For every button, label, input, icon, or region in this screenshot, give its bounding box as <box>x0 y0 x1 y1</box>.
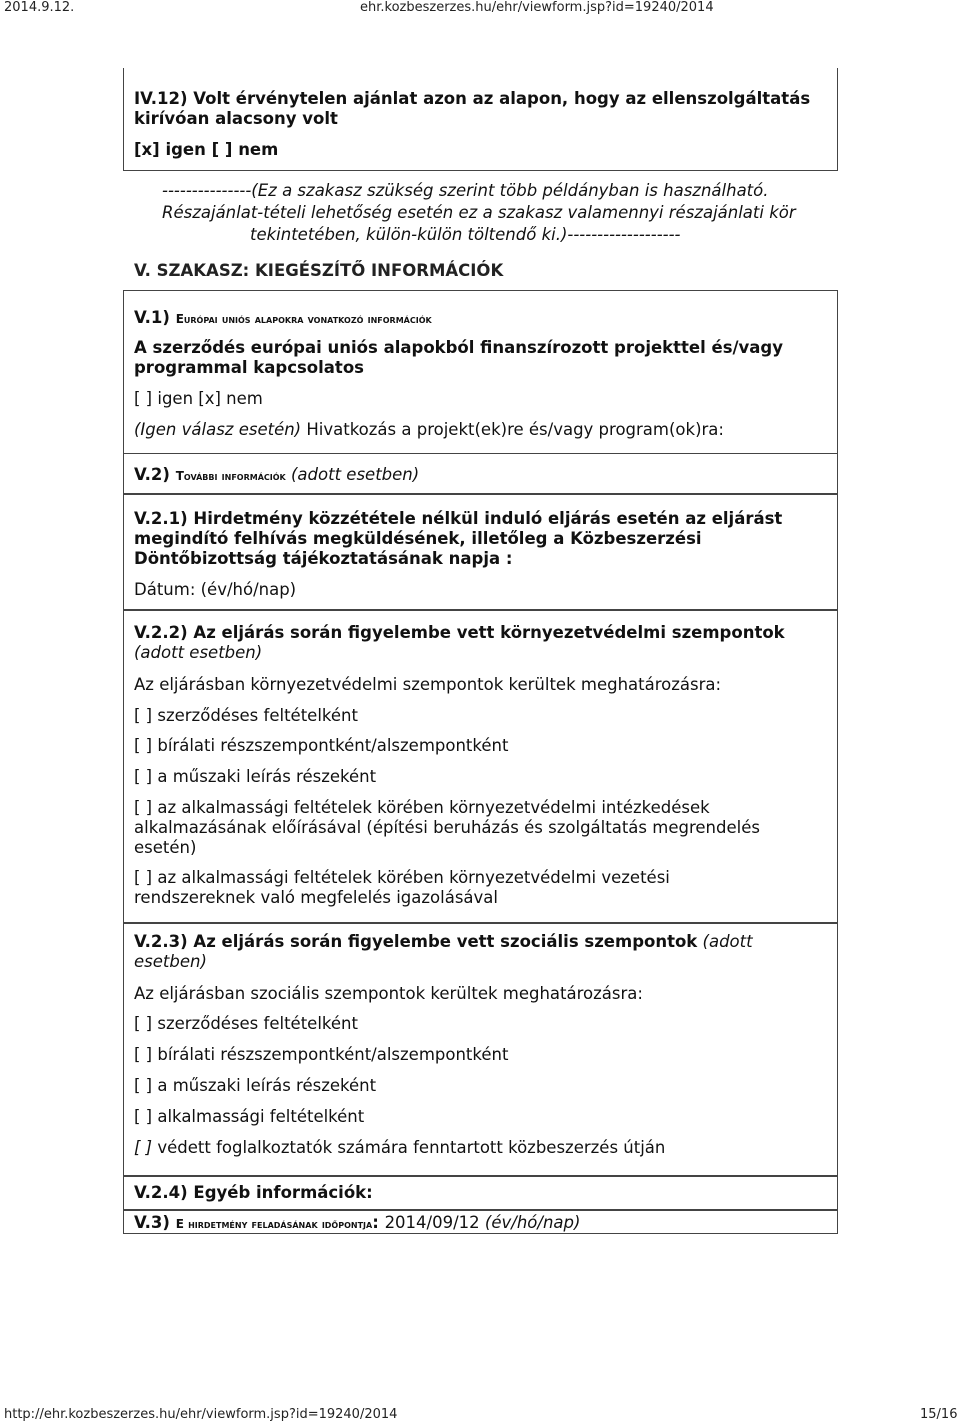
v1-reference <box>134 420 834 440</box>
v1-ref-italic: (Igen válasz esetén) <box>134 420 302 439</box>
v1-num: V.1) <box>134 308 176 327</box>
v22-option-3: [ ] a műszaki leírás részeként <box>134 767 377 786</box>
print-footer-url: http://ehr.kozbeszerzes.hu/ehr/viewform.jsp?id=19240/2014 <box>4 1407 398 1422</box>
iv12-answer: [x] igen [ ] nem <box>134 140 279 159</box>
v22-option-2: [ ] bírálati részszempontként/alszempontként <box>134 736 509 755</box>
v21-line3: Döntőbizottság tájékoztatásának napja : <box>134 549 513 568</box>
v22-option-4-line2: alkalmazásának előírásával (építési beruházás és szolgáltatás megrendelés <box>134 818 760 837</box>
v2-title: További információk <box>175 469 286 483</box>
print-title-url: ehr.kozbeszerzes.hu/ehr/viewform.jsp?id=19240/2014 <box>360 0 714 15</box>
v22-option-4-line3: esetén) <box>134 838 197 857</box>
page-number: 15/16 <box>920 1407 958 1422</box>
v22-title-suffix: (adott esetben) <box>134 643 263 662</box>
v3-num: V.3) <box>134 1213 176 1232</box>
print-date: 2014.9.12. <box>4 0 75 15</box>
iv12-title-line1: IV.12) Volt érvénytelen ajánlat azon az alapon, hogy az ellenszolgáltatás <box>134 89 811 108</box>
v23-title-line2: esetben) <box>134 952 207 971</box>
v22-intro: Az eljárásban környezetvédelmi szempontok kerültek meghatározásra: <box>134 675 722 694</box>
v22-option-5-line1: [ ] az alkalmassági feltételek körében környezetvédelmi vezetési <box>134 868 670 887</box>
v22-title: V.2.2) Az eljárás során figyelembe vett környezetvédelmi szempontok <box>134 623 785 642</box>
v1-divider <box>123 453 838 454</box>
v22-option-5-line2: rendszereknek való megfelelés igazolásával <box>134 888 499 907</box>
v1-title: Európai uniós alapokra vonatkozó információk <box>175 312 432 326</box>
v2-heading <box>134 465 834 484</box>
v3-title: E hirdetmény feladásának időpontja <box>175 1217 373 1231</box>
note-line2: Részajánlat-tételi lehetőség esetén ez a szakasz valamennyi részajánlati kör <box>162 203 796 222</box>
v21-date-label: Dátum: (év/hó/nap) <box>134 580 297 599</box>
v3-colon: : <box>372 1213 385 1232</box>
v3-heading <box>134 1213 834 1232</box>
v23-option-4: [ ] alkalmassági feltételként <box>134 1107 365 1126</box>
v1-heading <box>134 308 834 327</box>
v23-option-3: [ ] a műszaki leírás részeként <box>134 1076 377 1095</box>
v23-option-5 <box>134 1138 834 1158</box>
v23-option-1: [ ] szerződéses feltételként <box>134 1014 358 1033</box>
v1-answer: [ ] igen [x] nem <box>134 389 263 408</box>
v1-question-line1: A szerződés európai uniós alapokból finanszírozott projekttel és/vagy <box>134 338 784 357</box>
note-line3: tekintetében, külön-külön töltendő ki.)------------------- <box>250 225 681 244</box>
v23-intro: Az eljárásban szociális szempontok kerültek meghatározásra: <box>134 984 643 1003</box>
v23-title-suffix: (adott <box>697 932 753 951</box>
v23-option-5-text: védett foglalkoztatók számára fenntartott közbeszerzés útján <box>152 1138 666 1157</box>
v23-title: V.2.3) Az eljárás során figyelembe vett szociális szempontok <box>134 932 698 951</box>
v23-option-5-box: [ ] <box>134 1138 153 1157</box>
v21-line1: V.2.1) Hirdetmény közzététele nélkül induló eljárás esetén az eljárást <box>134 509 783 528</box>
iv12-title-line2: kirívóan alacsony volt <box>134 109 338 128</box>
v21-line2: megindító felhívás megküldésének, illetőleg a Közbeszerzési <box>134 529 702 548</box>
v1-question-line2: programmal kapcsolatos <box>134 358 364 377</box>
v22-option-1: [ ] szerződéses feltételként <box>134 706 358 725</box>
v2-num: V.2) <box>134 465 176 484</box>
v3-date-suffix: (év/hó/nap) <box>479 1213 581 1232</box>
note-line1: ---------------(Ez a szakasz szükség szerint több példányban is használható. <box>162 181 769 200</box>
v1-ref-text: Hivatkozás a projekt(ek)re és/vagy program(ok)ra: <box>301 420 724 439</box>
v2-suffix: (adott esetben) <box>285 465 420 484</box>
v24-title: V.2.4) Egyéb információk: <box>134 1183 373 1202</box>
v23-option-2: [ ] bírálati részszempontként/alszempontként <box>134 1045 509 1064</box>
section-v-title: V. SZAKASZ: KIEGÉSZÍTŐ INFORMÁCIÓK <box>134 261 504 280</box>
v3-date: 2014/09/12 <box>384 1213 480 1232</box>
v22-option-4-line1: [ ] az alkalmassági feltételek körében környezetvédelmi intézkedések <box>134 798 710 817</box>
v23-title-line1 <box>134 932 834 952</box>
